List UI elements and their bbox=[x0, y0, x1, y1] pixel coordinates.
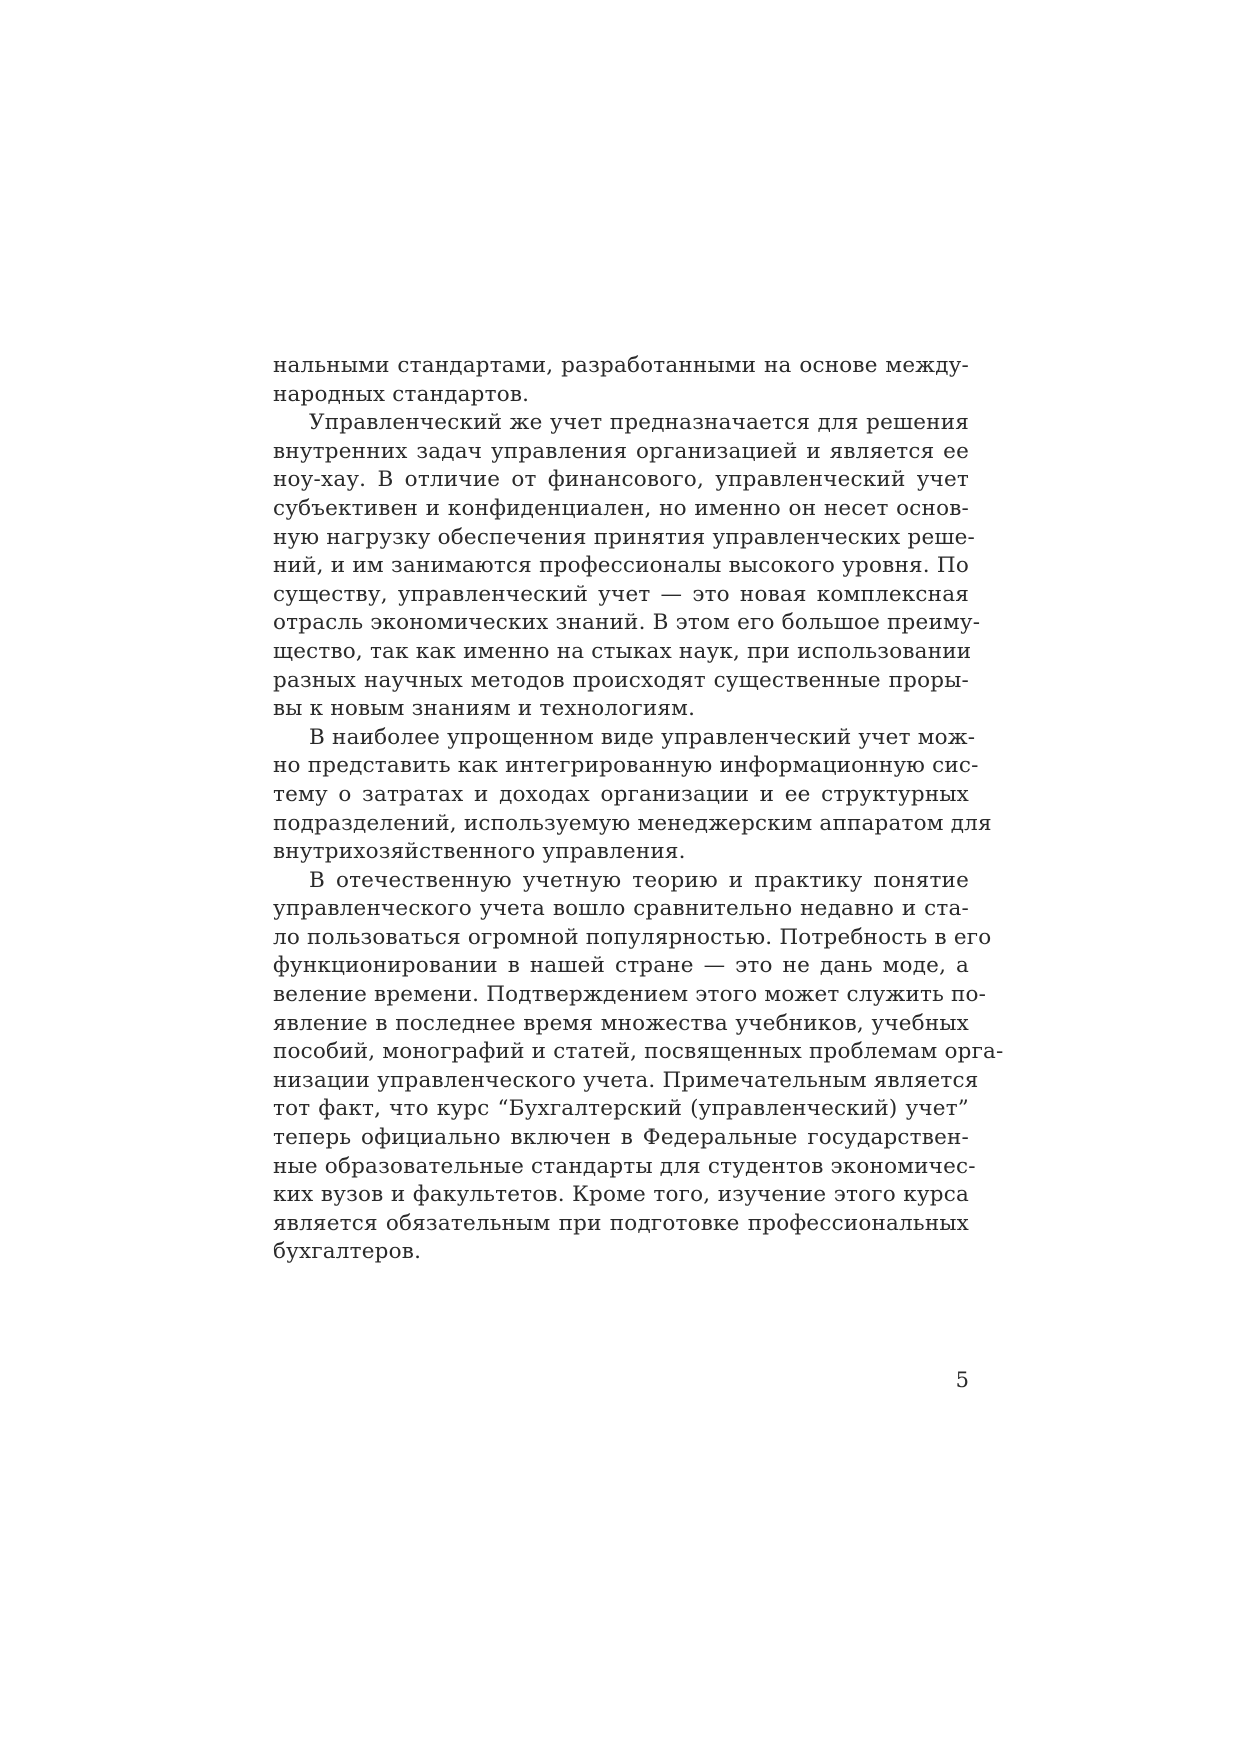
text-line: ло пользоваться огромной популярностью. Потребность в его bbox=[273, 924, 992, 950]
text-line: теперь официально включен в Федеральные государствен- bbox=[273, 1125, 969, 1151]
text-line: подразделений, используемую менеджерским аппаратом для bbox=[273, 810, 992, 836]
text-line: тему о затратах и доходах организации и ее структурных bbox=[273, 781, 969, 807]
text-line: щество, так как именно на стыках наук, при использовании bbox=[273, 638, 972, 664]
text-line: внутренних задач управления организацией и является ее bbox=[273, 438, 969, 464]
text-line: ноу-хау. В отличие от финансового, управленческий учет bbox=[273, 467, 969, 493]
text-line: разных научных методов происходят существенные проры- bbox=[273, 667, 969, 693]
text-line: народных стандартов. bbox=[273, 381, 530, 407]
text-line: функционировании в нашей стране — это не дань моде, а bbox=[273, 953, 969, 979]
text-line: веление времени. Подтверждением этого может служить по- bbox=[273, 982, 987, 1008]
text-line: является обязательным при подготовке профессиональных bbox=[273, 1210, 969, 1236]
text-line: явление в последнее время множества учебников, учебных bbox=[273, 1010, 969, 1036]
body-text bbox=[273, 352, 1004, 1267]
text-line: вы к новым знаниям и технологиям. bbox=[273, 696, 696, 722]
text-line: отрасль экономических знаний. В этом его большое преиму- bbox=[273, 610, 981, 636]
text-line: пособий, монографий и статей, посвященных проблемам орга- bbox=[273, 1039, 1004, 1065]
text-line: ную нагрузку обеспечения принятия управленческих реше- bbox=[273, 524, 975, 550]
text-line: ний, и им занимаются профессионалы высокого уровня. По bbox=[273, 553, 969, 579]
text-line: внутрихозяйственного управления. bbox=[273, 839, 686, 865]
page-number: 5 bbox=[955, 1368, 969, 1392]
paragraph-first-line: Управленческий же учет предназначается для решения bbox=[309, 410, 969, 436]
text-line: субъективен и конфиденциален, но именно он несет основ- bbox=[273, 495, 969, 521]
paragraph-first-line: В отечественную учетную теорию и практику понятие bbox=[309, 867, 969, 893]
text-line: но представить как интегрированную информационную сис- bbox=[273, 753, 979, 779]
text-line: низации управленческого учета. Примечательным является bbox=[273, 1067, 979, 1093]
text-line: нальными стандартами, разработанными на основе между- bbox=[273, 353, 969, 378]
paragraph-first-line: В наиболее упрощенном виде управленческий учет мож- bbox=[309, 724, 976, 750]
text-line: ких вузов и факультетов. Кроме того, изучение этого курса bbox=[273, 1182, 969, 1208]
text-line: существу, управленческий учет — это новая комплексная bbox=[273, 581, 969, 607]
text-line: ные образовательные стандарты для студентов экономичес- bbox=[273, 1153, 976, 1179]
text-line: бухгалтеров. bbox=[273, 1239, 422, 1265]
text-line: управленческого учета вошло сравнительно недавно и ста- bbox=[273, 896, 969, 922]
text-line: тот факт, что курс “Бухгалтерский (управленческий) учет” bbox=[273, 1096, 969, 1122]
